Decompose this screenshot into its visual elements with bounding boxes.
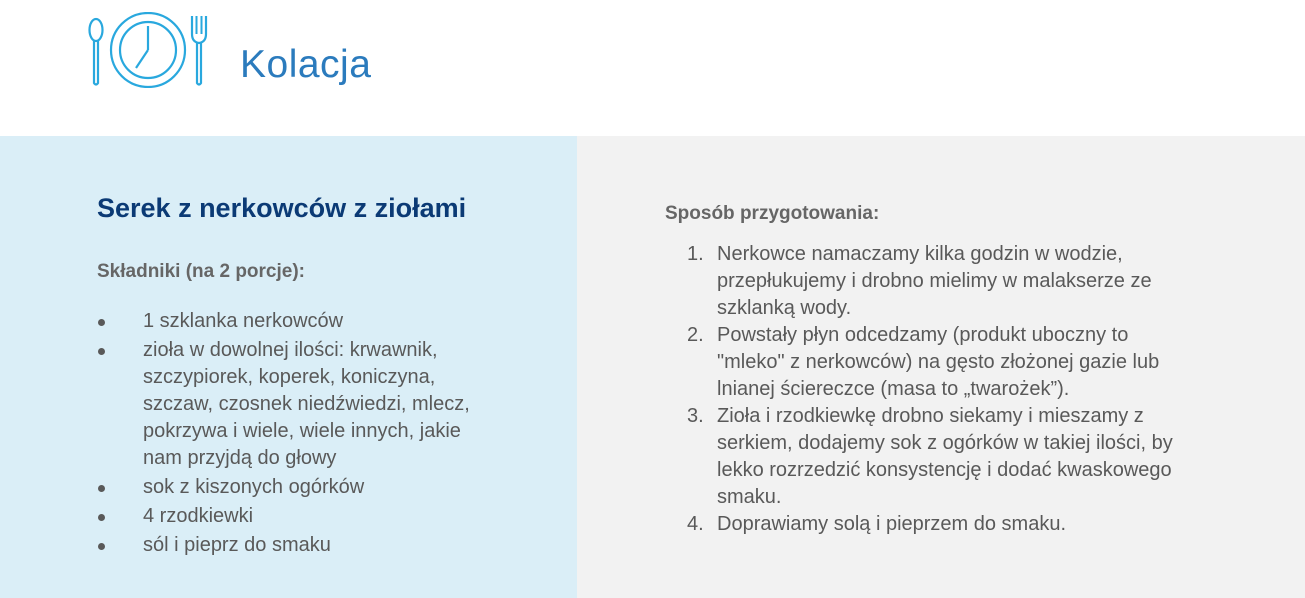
steps-list: [665, 241, 1185, 538]
bullet-icon: [98, 348, 105, 355]
step-number: 3.: [687, 405, 704, 427]
ingredient-item: [97, 532, 497, 559]
ingredient-text: 4 rzodkiewki: [143, 505, 254, 527]
ingredient-text: sok z kiszonych ogórków: [143, 476, 365, 498]
ingredient-text: zioła w dowolnej ilości: krwawnik, szczypiorek, koperek, koniczyna, szczaw, czosnek niedźwiedzi, mlecz, pokrzywa i wiele, wiele innych, jakie nam przyjdą do głowy: [143, 339, 470, 469]
bullet-icon: [98, 319, 105, 326]
step-number: 4.: [687, 513, 704, 535]
header: [0, 0, 1305, 136]
ingredient-item: [97, 337, 497, 472]
method-heading: Sposób przygotowania:: [665, 203, 880, 224]
step-number: 1.: [687, 243, 704, 265]
method-panel: [577, 136, 1305, 598]
bullet-icon: [98, 543, 105, 550]
ingredient-text: 1 szklanka nerkowców: [143, 310, 344, 332]
ingredients-heading: Składniki (na 2 porcje):: [97, 261, 305, 282]
step-text: Nerkowce namaczamy kilka godzin w wodzie, przepłukujemy i drobno mielimy w malakserze ze szklanką wody.: [717, 243, 1152, 319]
ingredient-text: sól i pieprz do smaku: [143, 534, 331, 556]
step-text: Doprawiamy solą i pieprzem do smaku.: [717, 513, 1067, 535]
step-item: [665, 403, 1185, 511]
step-item: [665, 241, 1185, 322]
step-item: [665, 511, 1185, 538]
step-text: Zioła i rzodkiewkę drobno siekamy i mieszamy z serkiem, dodajemy sok z ogórków w takiej ilości, by lekko rozrzedzić konsystencję i dodać kwaskowego smaku.: [717, 405, 1173, 508]
recipe-title: Serek z nerkowców z ziołami: [97, 193, 467, 223]
ingredients-list: [97, 308, 497, 561]
bullet-icon: [98, 485, 105, 492]
plate-clock-cutlery-icon: [86, 12, 212, 88]
ingredients-panel: [0, 136, 577, 598]
ingredient-item: [97, 474, 497, 501]
bullet-icon: [98, 514, 105, 521]
step-item: [665, 322, 1185, 403]
step-text: Powstały płyn odcedzamy (produkt uboczny to "mleko" z nerkowców) na gęsto złożonej gazie lub lnianej ściereczce (masa to „twarożek”).: [717, 324, 1160, 400]
step-number: 2.: [687, 324, 704, 346]
meal-title: Kolacja: [240, 43, 372, 86]
ingredient-item: [97, 503, 497, 530]
ingredient-item: [97, 308, 497, 335]
